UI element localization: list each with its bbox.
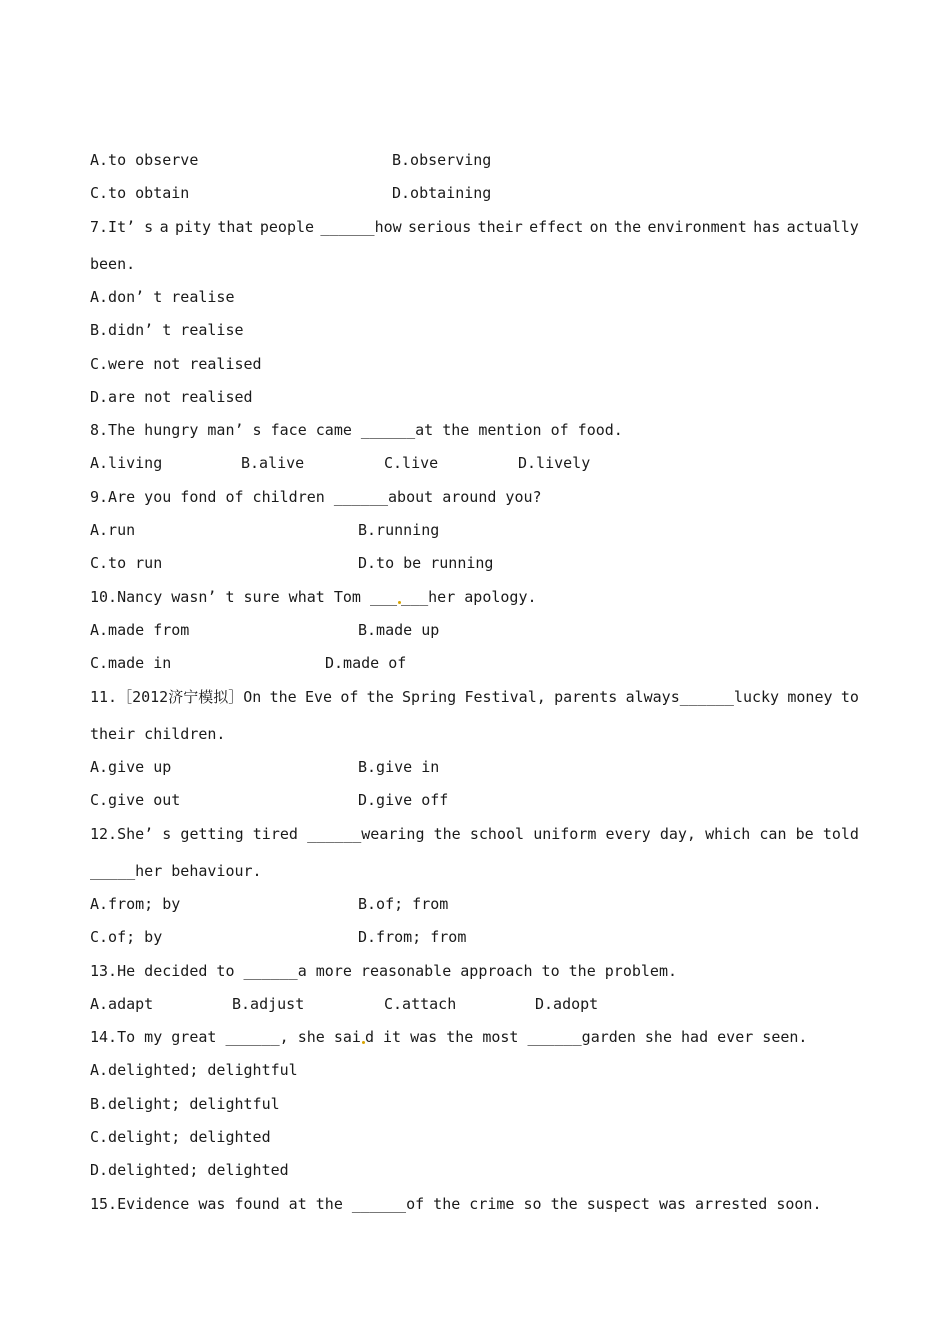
q12-word: school [469,825,525,843]
q7-option-c: C.were not realised [90,355,262,373]
q10-option-d: D.made of [325,654,407,672]
q13-option-a: A.adapt [90,995,154,1013]
q7-word: environment [647,218,747,236]
q12-word: can [759,825,787,843]
q11-word: always______lucky [625,688,780,706]
q11-word: to [840,688,859,706]
q14-option-d: D.delighted; delighted [90,1161,289,1179]
q12-word: the [433,825,461,843]
q12-word: getting [180,825,244,843]
q15-stem: 15.Evidence was found at the ______of the crime so the suspect was arrested soon. [90,1195,822,1213]
q14-stem-part1: 14.To my great ______, she sai [90,1028,361,1046]
q14-stem-part2: d it was the most ______garden she had ever seen. [364,1028,808,1046]
q11-word: the [366,688,394,706]
q7-word: a [159,218,169,236]
q9-option-b: B.running [358,521,440,539]
q11-option-c: C.give out [90,791,181,809]
q13-option-d: D.adopt [535,995,599,1013]
q11-word: of [340,688,359,706]
q11-word: the [269,688,297,706]
q10-option-a: A.made from [90,621,190,639]
q8-stem: 8.The hungry man’ s face came ______at the mention of food. [90,421,623,439]
q9-stem: 9.Are you fond of children ______about around you? [90,488,542,506]
q14-option-a: A.delighted; delightful [90,1061,298,1079]
q10-stem-part2: ___her apology. [401,588,537,606]
q9-option-d: D.to be running [358,554,494,572]
q14-option-b: B.delight; delightful [90,1095,280,1113]
q12-word: which [705,825,751,843]
q10-option-c: C.made in [90,654,172,672]
q7-stem-line2: been. [90,255,136,273]
q11-word: Festival, [464,688,546,706]
q13-option-b: B.adjust [232,995,305,1013]
q8-option-c: C.live [384,454,439,472]
q13-option-c: C.attach [384,995,457,1013]
q7-word: has [753,218,781,236]
q7-word: that [217,218,254,236]
q6-option-a: A.to observe [90,151,199,169]
q7-word: serious [408,218,472,236]
q12-option-b: B.of; from [358,895,449,913]
q12-word: told [822,825,859,843]
q12-word: tired [252,825,298,843]
q6-option-c: C.to obtain [90,184,190,202]
q11-option-d: D.give off [358,791,449,809]
q7-option-a: A.don’ t realise [90,288,235,306]
q14-stem [90,1027,807,1047]
q11-option-b: B.give in [358,758,440,776]
q10-stem-part1: 10.Nancy wasn’ t sure what Tom ___ [90,588,398,606]
q7-word: 7.It’ s [90,218,154,236]
q12-word: 12.She’ s [90,825,172,843]
q12-word: every [605,825,651,843]
q7-word: actually [786,218,859,236]
q12-word: be [795,825,814,843]
q10-stem [90,587,537,607]
q7-word: people [259,218,315,236]
q8-option-d: D.lively [518,454,591,472]
q12-word: uniform [533,825,597,843]
q8-option-a: A.living [90,454,163,472]
q11-word: Spring [402,688,457,706]
q11-stem-line1 [90,687,859,707]
q12-option-a: A.from; by [90,895,181,913]
q12-option-c: C.of; by [90,928,163,946]
q7-stem-line1 [90,217,859,237]
q11-stem-line2: their children. [90,725,226,743]
q12-word: ______wearing [307,825,425,843]
q12-option-d: D.from; from [358,928,467,946]
q9-option-c: C.to run [90,554,163,572]
q9-option-a: A.run [90,521,136,539]
q12-word: day, [659,825,696,843]
q7-option-d: D.are not realised [90,388,253,406]
q6-option-d: D.obtaining [392,184,492,202]
q13-stem: 13.He decided to ______a more reasonable approach to the problem. [90,962,677,980]
q11-word: 11.［2012济宁模拟］On [90,688,262,706]
q14-option-c: C.delight; delighted [90,1128,271,1146]
q7-word: pity [174,218,212,236]
q7-word: ______how [320,218,402,236]
q7-word: effect [529,218,584,236]
q7-word: their [477,218,523,236]
q10-option-b: B.made up [358,621,440,639]
q7-word: the [614,218,642,236]
q12-stem-line2: _____her behaviour. [90,862,262,880]
q11-word: parents [554,688,618,706]
q12-stem-line1 [90,824,859,844]
q7-word: on [589,218,608,236]
q7-option-b: B.didn’ t realise [90,321,244,339]
q11-word: Eve [304,688,333,706]
q8-option-b: B.alive [241,454,305,472]
q6-option-b: B.observing [392,151,492,169]
q11-option-a: A.give up [90,758,172,776]
q11-word: money [787,688,833,706]
